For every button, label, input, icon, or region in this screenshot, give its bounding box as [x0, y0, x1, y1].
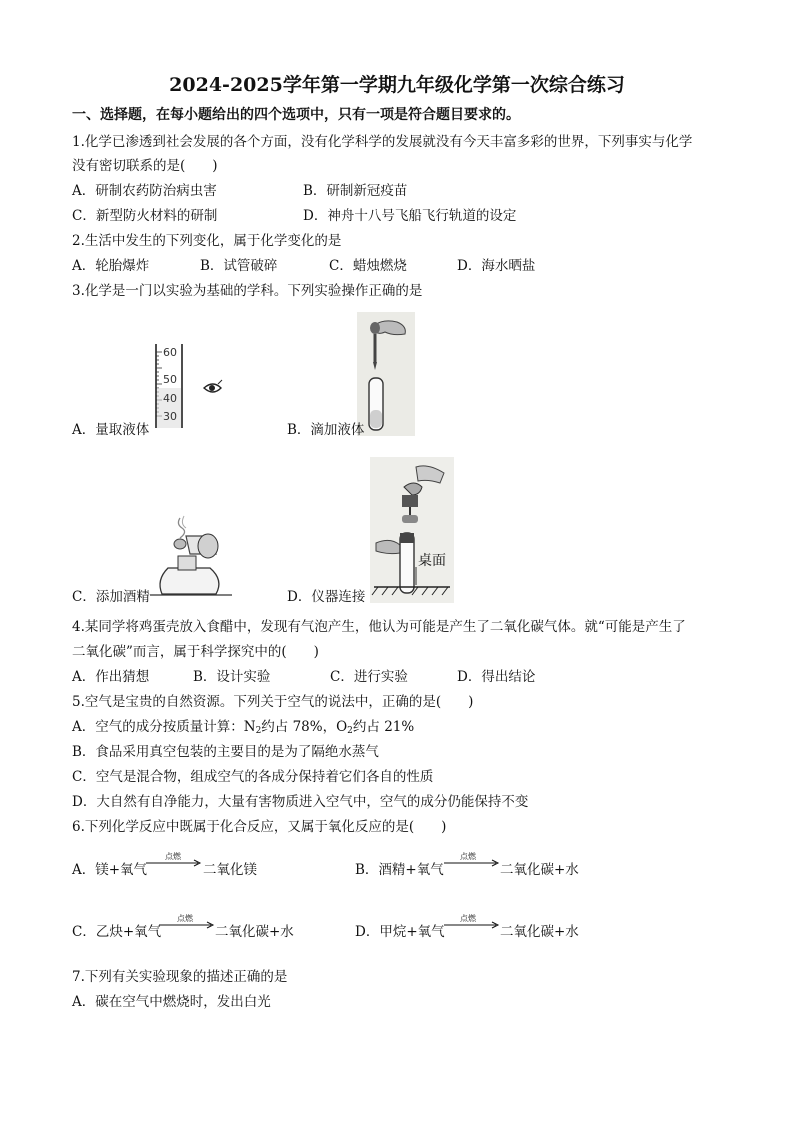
q3-option-c: C．添加酒精	[72, 589, 150, 605]
q1-option-c: C．新型防火材料的研制	[72, 208, 218, 224]
q6-option-c-left: C．乙炔+氧气	[72, 924, 162, 940]
q4-option-a: A．作出猜想	[72, 669, 150, 685]
q6-option-c-right: 二氧化碳+水	[215, 924, 294, 940]
q4-option-c: C．进行实验	[330, 669, 408, 685]
tick-label: 40	[163, 392, 177, 405]
q5-option-d: D．大自然有自净能力，大量有害物质进入空气中，空气的成分仍能保持不变	[72, 794, 529, 810]
dropper-figure	[357, 312, 415, 436]
page-title: 2024-2025学年第一学期九年级化学第一次综合练习	[169, 74, 625, 96]
q4-option-d: D．得出结论	[457, 669, 536, 685]
q6-stem: 6.下列化学反应中既属于化合反应，又属于氧化反应的是( )	[72, 819, 447, 835]
q2-stem: 2.生活中发生的下列变化，属于化学变化的是	[72, 233, 342, 249]
q6-option-b-condition: 点燃	[460, 852, 476, 861]
q6-option-b-right: 二氧化碳+水	[500, 862, 579, 878]
desk-label: 桌面	[418, 553, 446, 569]
section-heading: 一、选择题，在每小题给出的四个选项中，只有一项是符合题目要求的。	[72, 107, 520, 123]
q1-option-a: A．研制农药防治病虫害	[72, 183, 217, 199]
q3-stem: 3.化学是一门以实验为基础的学科。下列实验操作正确的是	[72, 283, 423, 299]
tick-label: 50	[163, 373, 177, 386]
q5-option-b: B．食品采用真空包装的主要目的是为了隔绝水蒸气	[72, 744, 379, 760]
q7-option-a: A．碳在空气中燃烧时，发出白光	[72, 994, 271, 1010]
q1-stem-line2: 没有密切联系的是( )	[72, 158, 218, 174]
q5-stem: 5.空气是宝贵的自然资源。下列关于空气的说法中，正确的是( )	[72, 694, 474, 710]
q2-option-a: A．轮胎爆炸	[72, 258, 150, 274]
q6-option-b-left: B．酒精+氧气	[355, 862, 444, 878]
q4-stem-line2: 二氧化碳”而言，属于科学探究中的( )	[72, 644, 319, 660]
q1-option-b: B．研制新冠疫苗	[303, 183, 408, 199]
q5-option-c: C．空气是混合物，组成空气的各成分保持着它们各自的性质	[72, 769, 434, 785]
tick-label: 30	[163, 410, 177, 423]
alcohol-lamp-figure	[150, 514, 232, 600]
q6-option-a-right: 二氧化镁	[203, 862, 257, 878]
reaction-arrow-icon	[159, 921, 215, 929]
connection-figure	[370, 457, 454, 603]
q1-option-d: D．神舟十八号飞船飞行轨道的设定	[303, 208, 517, 224]
q6-option-d-right: 二氧化碳+水	[500, 924, 579, 940]
tick-label: 60	[163, 346, 177, 359]
q2-option-c: C．蜡烛燃烧	[329, 258, 407, 274]
q4-stem-line1: 4.某同学将鸡蛋壳放入食醋中，发现有气泡产生，他认为可能是产生了二氧化碳气体。就“可能是产生了	[72, 619, 686, 635]
q6-option-a-left: A．镁+氧气	[72, 862, 148, 878]
reaction-arrow-icon	[444, 921, 500, 929]
q7-stem: 7.下列有关实验现象的描述正确的是	[72, 969, 288, 985]
q5-option-a: A．空气的成分按质量计算：$N_2$约占 78%，$O_2$约占 21%	[72, 719, 415, 736]
q2-option-d: D．海水晒盐	[457, 258, 536, 274]
q6-option-a-condition: 点燃	[165, 852, 181, 861]
q3-option-a: A．量取液体	[72, 422, 150, 438]
q3-option-d: D．仪器连接	[287, 589, 366, 605]
q3-option-b: B．滴加液体	[287, 422, 365, 438]
q6-option-d-condition: 点燃	[460, 914, 476, 923]
eye-icon	[204, 380, 222, 392]
q6-option-d-left: D．甲烷+氧气	[355, 924, 445, 940]
q6-option-c-condition: 点燃	[177, 914, 193, 923]
q1-stem-line1: 1.化学已渗透到社会发展的各个方面，没有化学科学的发展就没有今天丰富多彩的世界，下列事实与化学	[72, 134, 693, 150]
q2-option-b: B．试管破碎	[200, 258, 278, 274]
q4-option-b: B．设计实验	[193, 669, 271, 685]
cylinder-figure	[150, 344, 230, 430]
reaction-arrow-icon	[146, 859, 202, 867]
reaction-arrow-icon	[444, 859, 500, 867]
